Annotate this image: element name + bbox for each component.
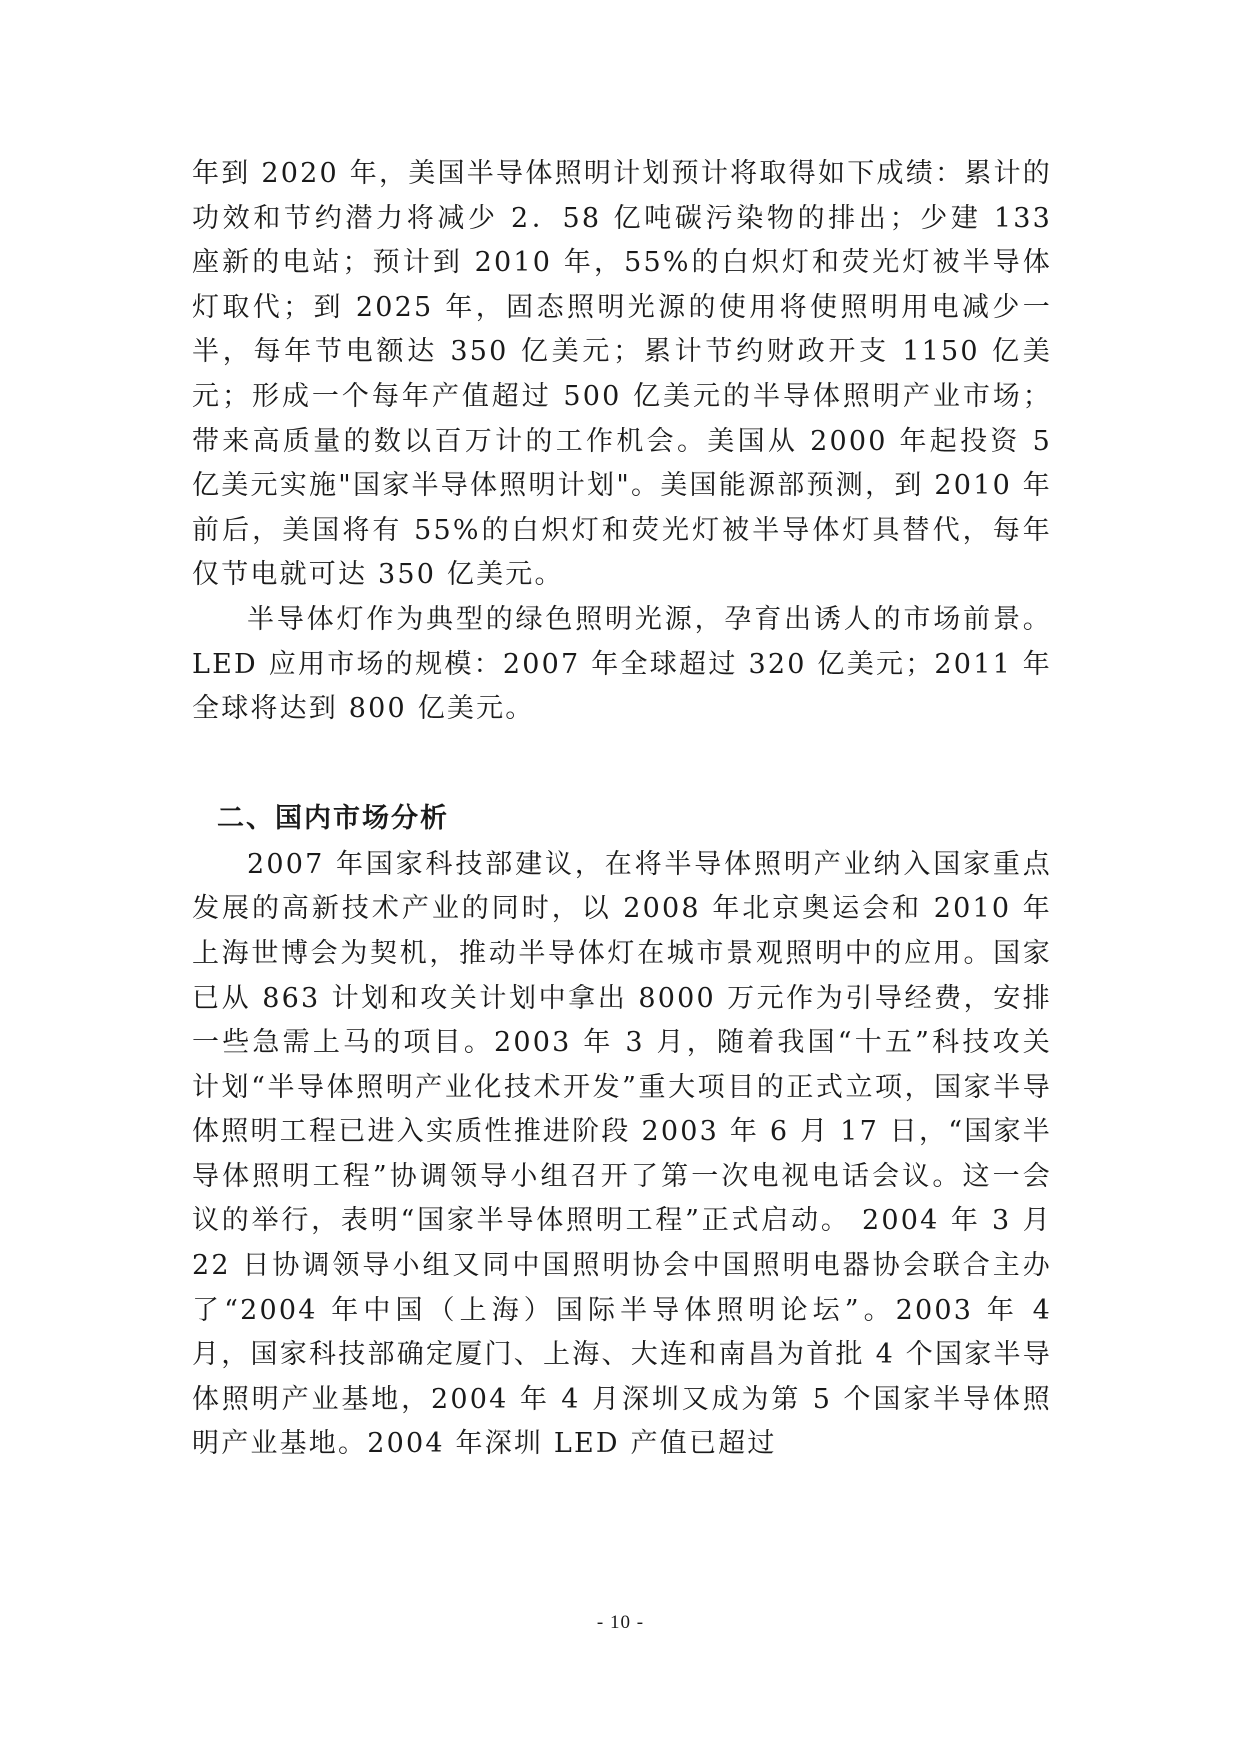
page-number: - 10 - xyxy=(596,1612,645,1633)
body-paragraph-domestic: 2007 年国家科技部建议，在将半导体照明产业纳入国家重点发展的高新技术产业的同时，以 2008 年北京奥运会和 2010 年上海世博会为契机，推动半导体灯在城市景观照明中的应用。国家已从 863 计划和攻关计划中拿出 8000 万元作为引导经费，安排一些急需上马的项目。2003 年 3 月，随着我国“十五”科技攻关计划“半导体照明产业化技术开发”重大项目的正式立项，国家半导体照明工程已进入实质性推进阶段 2003 年 6 月 17 日，“国家半导体照明工程”协调领导小组召开了第一次电视电话会议。这一会议的举行，表明“国家半导体照明工程”正式启动。 2004 年 3 月 22 日协调领导小组又同中国照明协会中国照明电器协会联合主办了“2004 年中国（上海）国际半导体照明论坛”。2003 年 4 月，国家科技部确定厦门、上海、大连和南昌为首批 4 个国家半导体照明产业基地，2004 年 4 月深圳又成为第 5 个国家半导体照明产业基地。2004 年深圳 LED 产值已超过 xyxy=(192,848,1052,1460)
body-paragraph-us-plan: 年到 2020 年，美国半导体照明计划预计将取得如下成绩：累计的功效和节约潜力将减少 2．58 亿吨碳污染物的排出；少建 133 座新的电站；预计到 2010 年，55%的白炽灯和荧光灯被半导体灯取代；到 2025 年，固态照明光源的使用将使照明用电减少一半，每年节电额达 350 亿美元；累计节约财政开支 1150 亿美元；形成一个每年产值超过 500 亿美元的半导体照明产业市场；带来高质量的数以百万计的工作机会。美国从 2000 年起投资 5 亿美元实施"国家半导体照明计划"。美国能源部预测，到 2010 年前后，美国将有 55%的白炽灯和荧光灯被半导体灯具替代，每年仅节电就可达 350 亿美元。 xyxy=(192,158,1052,591)
document-page xyxy=(192,152,1052,1467)
section-heading: 二、国内市场分析 xyxy=(217,802,449,834)
body-paragraph-led-market: 半导体灯作为典型的绿色照明光源，孕育出诱人的市场前景。LED 应用市场的规模：2007 年全球超过 320 亿美元；2011 年全球将达到 800 亿美元。 xyxy=(192,603,1052,725)
section-domestic-market xyxy=(192,797,1052,1467)
